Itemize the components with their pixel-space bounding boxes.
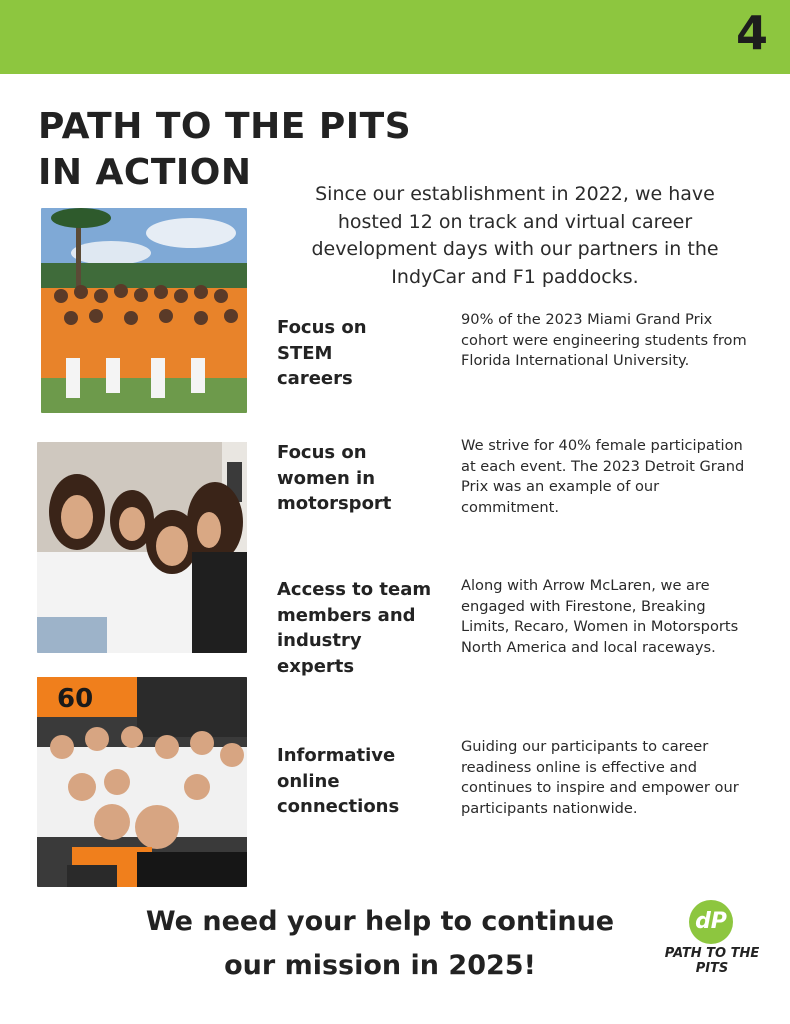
heading-line: careers (277, 368, 353, 389)
section-heading-stem (277, 315, 447, 392)
heading-line: experts (277, 655, 355, 677)
section-desc-online: Guiding our participants to career readiness online is effective and continues to inspire and empower our participants nationwide. (461, 738, 739, 817)
heading-line: women in (277, 467, 376, 489)
heading-line: STEM (277, 342, 333, 364)
heading-line: motorsport (277, 493, 392, 514)
section-heading-access (277, 577, 447, 679)
photo-group-outdoors (41, 208, 247, 413)
heading-line: connections (277, 796, 400, 817)
title-line-2: IN ACTION (38, 152, 252, 193)
path-to-the-pits-logo (664, 898, 760, 976)
section-desc-access: Along with Arrow McLaren, we are engaged with Firestone, Breaking Limits, Recaro, Women in Motorsports North America and local raceways. (461, 577, 739, 656)
intro-paragraph: Since our establishment in 2022, we have hosted 12 on track and virtual career development days with our partners in the IndyCar and F1 paddocks. (311, 183, 719, 288)
logo-monogram: dP (689, 900, 733, 944)
heading-line: industry (277, 630, 362, 651)
heading-line: Focus on (277, 442, 367, 463)
page-number: 4 (735, 6, 768, 60)
heading-line: Access to team (277, 579, 432, 600)
logo-text: PATH TO THE PITS (664, 946, 760, 976)
heading-line: members and (277, 604, 416, 626)
section-desc-women: We strive for 40% female participation at each event. The 2023 Detroit Grand Prix was an example of our commitment. (461, 437, 745, 516)
section-heading-women (277, 440, 447, 517)
title-line-1: PATH TO THE PITS (38, 106, 412, 147)
cta-line-2: our mission in 2025! (224, 950, 536, 981)
heading-line: online (277, 770, 340, 792)
heading-line: Focus on (277, 317, 367, 338)
section-desc-stem: 90% of the 2023 Miami Grand Prix cohort were engineering students from Florida International University. (461, 311, 747, 369)
photo-women-motorsport (37, 442, 247, 653)
photo-team-members (37, 677, 247, 887)
svg-text:60: 60 (57, 684, 94, 714)
header-bar (0, 0, 790, 74)
call-to-action (110, 900, 650, 988)
section-heading-online (277, 743, 447, 820)
cta-line-1: We need your help to continue (145, 906, 615, 937)
heading-line: Informative (277, 745, 396, 766)
